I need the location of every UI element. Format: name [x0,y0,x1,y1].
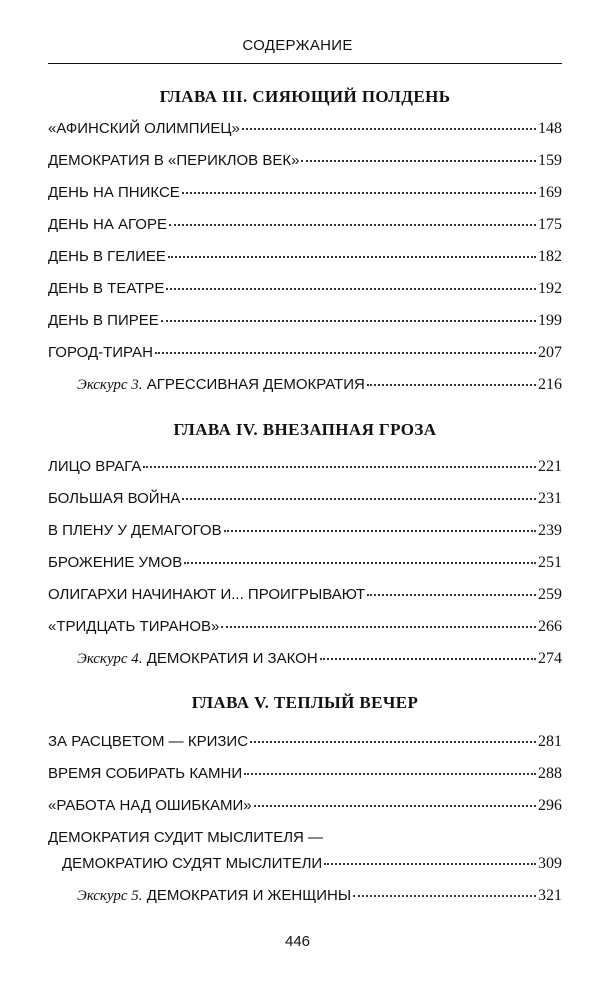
toc-entry [48,344,562,368]
dot-leader [254,804,536,807]
entry-page: 182 [538,248,562,265]
excursus-label: Экскурс 5. [77,888,143,904]
toc-entry [48,184,562,208]
entry-title: ВРЕМЯ СОБИРАТЬ КАМНИ [48,765,243,782]
dot-leader [166,287,536,290]
toc-entry [48,312,562,336]
entry-title: ЛИЦО ВРАГА [48,458,142,475]
entry-title: ДЕНЬ НА АГОРЕ [48,216,167,233]
dot-leader [301,159,536,162]
entry-title: ДЕНЬ В ТЕАТРЕ [48,280,165,297]
toc-entry [48,765,562,789]
entry-title [77,650,318,668]
entry-title: БРОЖЕНИЕ УМОВ [48,554,183,571]
entry-page: 281 [538,733,562,750]
entry-page: 216 [538,376,562,393]
entry-page: 274 [538,650,562,667]
entry-page: 231 [538,490,562,507]
toc-entry [48,152,562,176]
toc-entry [48,120,562,144]
dot-leader [168,255,536,258]
entry-title: «РАБОТА НАД ОШИБКАМИ» [48,797,252,814]
dot-leader [353,894,536,897]
toc-entry [48,733,562,757]
entry-title: ДЕНЬ В ПИРЕЕ [48,312,159,329]
entry-title: ЗА РАСЦВЕТОМ — КРИЗИС [48,733,249,750]
entry-page: 221 [538,458,562,475]
dot-leader [143,465,536,468]
toc-entry [48,618,562,642]
excursus-title: ДЕМОКРАТИЯ И ЗАКОН [146,650,318,667]
running-head: СОДЕРЖАНИЕ [242,37,353,54]
dot-leader [250,740,536,743]
toc-entry [48,490,562,514]
entry-page: 148 [538,120,562,137]
toc-entry [48,280,562,304]
dot-leader [182,497,536,500]
toc-entry [48,248,562,272]
dot-leader [184,561,536,564]
entry-title [77,887,351,905]
entry-title: ОЛИГАРХИ НАЧИНАЮТ И... ПРОИГРЫВАЮТ [48,586,366,603]
entry-title: БОЛЬШАЯ ВОЙНА [48,490,181,507]
excursus-label: Экскурс 3. [77,377,143,393]
chapter-heading: ГЛАВА V. ТЕПЛЫЙ ВЕЧЕР [191,693,419,712]
excursus-label: Экскурс 4. [77,651,143,667]
entry-title [77,376,365,394]
chapter-heading: ГЛАВА IV. ВНЕЗАПНАЯ ГРОЗА [173,420,437,439]
dot-leader [169,223,536,226]
dot-leader [224,529,536,532]
entry-page: 207 [538,344,562,361]
entry-page: 321 [538,887,562,904]
entry-title-line-1: ДЕМОКРАТИЯ СУДИТ МЫСЛИТЕЛЯ — [48,829,324,846]
chapter-heading: ГЛАВА III. СИЯЮЩИЙ ПОЛДЕНЬ [159,87,451,106]
toc-entry [48,216,562,240]
toc-entry [48,797,562,821]
dot-leader [161,319,536,322]
page-number: 446 [284,933,311,950]
dot-leader [244,772,536,775]
header-rule [48,63,562,64]
dot-leader [155,351,536,354]
entry-page: 159 [538,152,562,169]
toc-excursus-entry [77,650,562,674]
entry-page: 169 [538,184,562,201]
entry-page: 259 [538,586,562,603]
toc-excursus-entry [77,887,562,911]
toc-entry [48,586,562,610]
entry-title-line-2: ДЕМОКРАТИЮ СУДЯТ МЫСЛИТЕЛИ [62,855,323,872]
entry-title: ДЕНЬ В ГЕЛИЕЕ [48,248,166,265]
entry-title: «ТРИДЦАТЬ ТИРАНОВ» [48,618,220,635]
dot-leader [182,191,536,194]
entry-page: 296 [538,797,562,814]
excursus-title: АГРЕССИВНАЯ ДЕМОКРАТИЯ [146,376,365,393]
entry-title: ДЕНЬ НА ПНИКСЕ [48,184,180,201]
entry-page: 266 [538,618,562,635]
toc-excursus-entry [77,376,562,400]
dot-leader [242,127,536,130]
entry-page: 309 [538,855,562,872]
entry-page: 288 [538,765,562,782]
dot-leader [324,862,536,865]
entry-page: 192 [538,280,562,297]
entry-page: 239 [538,522,562,539]
dot-leader [320,657,536,660]
excursus-title: ДЕМОКРАТИЯ И ЖЕНЩИНЫ [146,887,352,904]
toc-entry [48,458,562,482]
dot-leader [367,593,536,596]
entry-page: 199 [538,312,562,329]
dot-leader [367,383,536,386]
entry-title: ГОРОД-ТИРАН [48,344,153,361]
toc-entry [48,554,562,578]
entry-title: В ПЛЕНУ У ДЕМАГОГОВ [48,522,222,539]
toc-entry [48,522,562,546]
dot-leader [221,625,536,628]
entry-title: «АФИНСКИЙ ОЛИМПИЕЦ» [48,120,240,137]
entry-page: 251 [538,554,562,571]
entry-title: ДЕМОКРАТИЯ В «ПЕРИКЛОВ ВЕК» [48,152,300,169]
entry-page: 175 [538,216,562,233]
toc-entry [62,855,562,879]
